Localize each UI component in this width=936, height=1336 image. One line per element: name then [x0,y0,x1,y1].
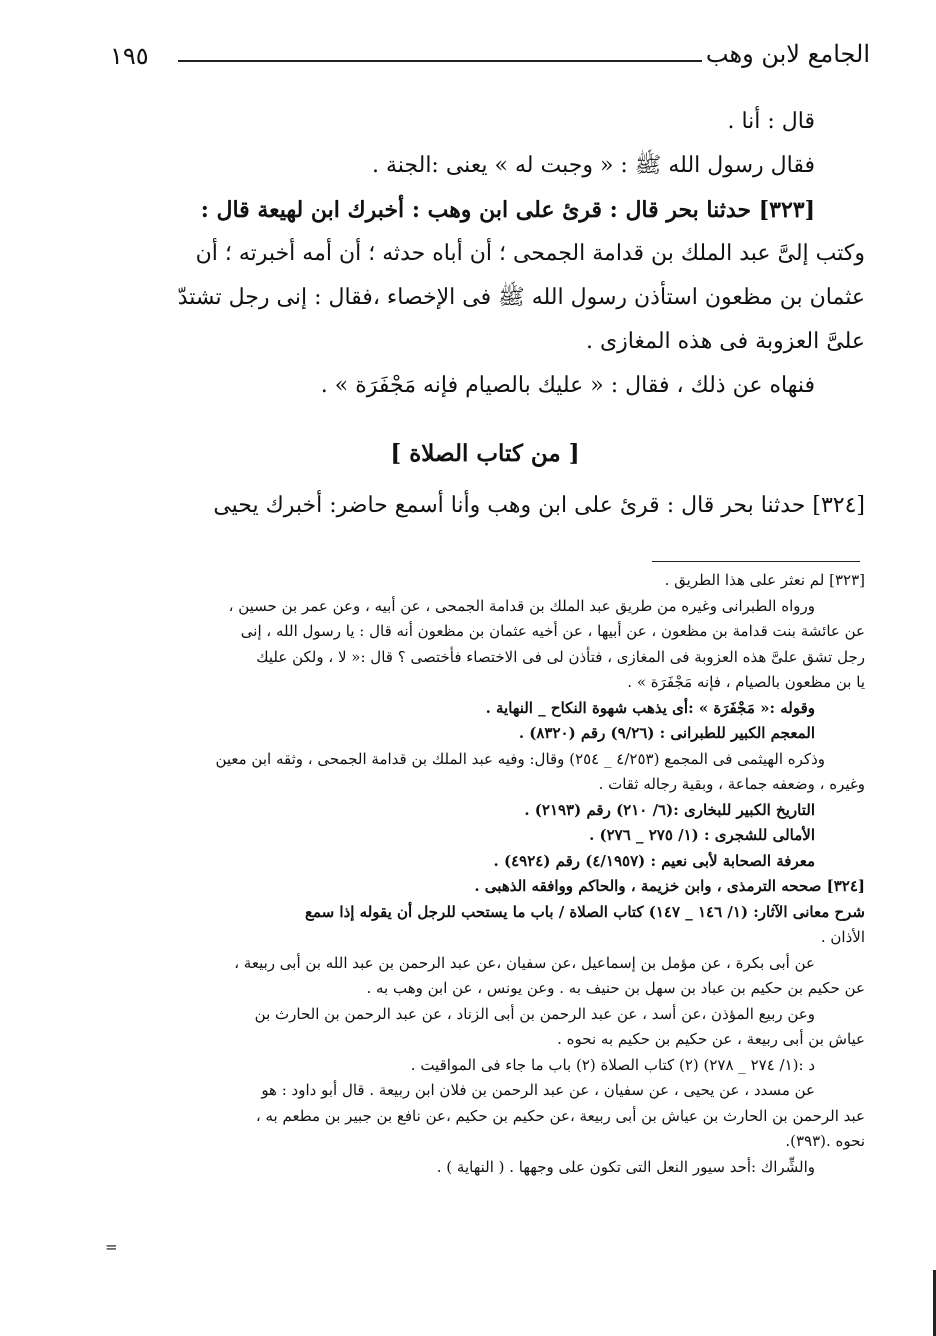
section-heading: [ من كتاب الصلاة ] [390,440,580,467]
text-line: وكتب إلىَّ عبد الملك بن قدامة الجمحى ؛ أن أباه حدثه ؛ أن أمه أخبرته ؛ أن [195,241,865,266]
footnote-line: عن عائشة بنت قدامة بن مظعون ، عن أبيها ، عن أخيه عثمان بن مظعون أنه قال : يا رسول الله ، إنى [240,622,865,640]
footnote-line: عياش بن أبى ربيعة ، عن حكيم بن حكيم به نحوه . [557,1030,865,1048]
footnote-line: عن مسدد ، عن يحيى ، عن سفيان ، عن عبد الرحمن بن فلان ابن ربيعة . قال أبو داود : هو [261,1081,815,1099]
footnote-line: رجل تشق علىَّ هذه العزوبة فى المغازى ، فتأذن لى فى الاختصاء فأختصى ؟ قال :« لا ، ولكن عليك [256,647,865,666]
footnote-line: وذكره الهيثمى فى المجمع (٤/٢٥٣ _ ٢٥٤) وقال: وفيه عبد الملك بن قدامة الجمحى ، وثقه ابن معين [215,749,825,768]
footnote-line: الأذان . [820,928,865,946]
footnote-line: عن حكيم بن حكيم بن عباد بن سهل بن حنيف به . وعن يونس ، عن ابن وهب به . [366,979,865,997]
main-text [105,100,865,408]
footnote-line: وعن ربيع المؤذن ،عن أسد ، عن عبد الرحمن بن أبى الزناد ، عن عبد الرحمن بن الحارث بن [254,1004,815,1023]
margin-mark: = [105,1238,118,1256]
footnote-line: الأمالى للشجرى : (١/ ٢٧٥ _ ٢٧٦) . [589,826,815,844]
page-number: ١٩٥ [110,42,149,70]
footnote-line: [٣٢٣] لم نعثر على هذا الطريق . [664,571,865,589]
footnote-line: معرفة الصحابة لأبى نعيم : (٤/١٩٥٧) رقم (٤٩٢٤) . [493,851,815,870]
footnote-line: [٣٢٤] صححه الترمذى ، وابن خزيمة ، والحاكم ووافقه الذهبى . [474,877,865,895]
text-line: فقال رسول الله ﷺ : « وجبت له » يعنى :الجنة . [372,153,815,178]
footnote-line: عن أبى بكرة ، عن مؤمل بن إسماعيل ،عن سفيان ،عن عبد الرحمن بن عبد الله بن أبى ربيعة ، [234,953,815,972]
footnote-line: يا بن مظعون بالصيام ، فإنه مَجْفَرَة » . [627,673,865,691]
text-line: [٣٢٣] حدثنا بحر قال : قرئ على ابن وهب : أخبرك ابن لهيعة قال : [200,197,815,223]
page-header [110,40,870,80]
text-line: قال : أنا . [727,109,815,134]
footnote-line: شرح معانى الآثار: (١/ ١٤٦ _ ١٤٧) كتاب الصلاة / باب ما يستحب للرجل أن يقوله إذا سمع [304,902,865,921]
footnote-line: وقوله :« مَجْفَرَة » :أى يذهب شهوة النكاح _ النهاية . [485,698,815,717]
footnote-line: عبد الرحمن بن الحارث بن عياش بن أبى ربيعة ،عن حكيم بن حكيم ،عن نافع بن جبير بن مطعم به ، [255,1106,865,1125]
header-rule [178,60,702,62]
text-line: علىَّ العزوبة فى هذه المغازى . [585,329,865,354]
footnote-line: نحوه .(٣٩٣). [785,1132,865,1150]
footnote-rule [652,561,860,562]
text-line: عثمان بن مظعون استأذن رسول الله ﷺ فى الإخصاء ،فقال : إنى رجل تشتدّ [177,285,865,310]
footnote-line: والشِّراك :أحد سيور النعل التى تكون على وجهها . ( النهاية ) . [436,1157,815,1176]
footnotes [105,568,865,1180]
running-title: الجامع لابن وهب [705,40,870,68]
hadith-324-line: [٣٢٤] حدثنا بحر قال : قرئ على ابن وهب وأنا أسمع حاضر: أخبرك يحيى [213,493,865,518]
footnote-line: التاريخ الكبير للبخارى :(٦/ ٢١٠) رقم (٢١٩٣) . [524,800,815,819]
footnote-line: المعجم الكبير للطبرانى : (٩/٢٦) رقم (٨٣٢٠) . [518,724,815,742]
footnote-line: وغيره ، وضعفه جماعة ، وبقية رجاله ثقات . [598,775,865,793]
footnote-line: د :(١/ ٢٧٤ _ ٢٧٨) (٢) كتاب الصلاة (٢) باب ما جاء فى المواقيت . [410,1055,815,1074]
text-line: فنهاه عن ذلك ، فقال : « عليك بالصيام فإنه مَجْفَرَة » . [320,373,815,398]
footnote-line: ورواه الطبرانى وغيره من طريق عبد الملك بن قدامة الجمحى ، عن أبيه ، وعن عمر بن حسين ، [228,596,815,615]
